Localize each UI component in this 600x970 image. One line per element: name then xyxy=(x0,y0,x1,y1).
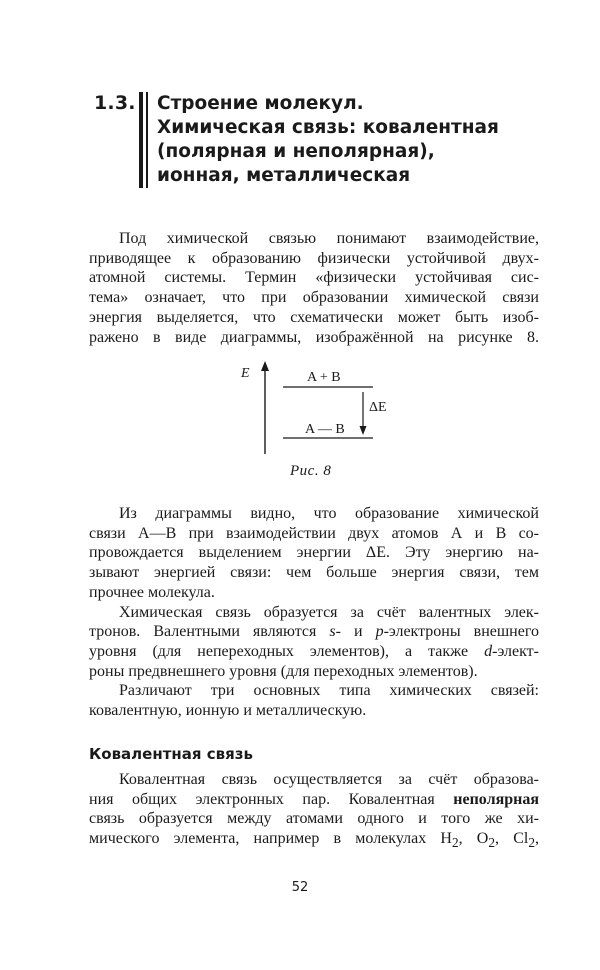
text-span: , xyxy=(535,830,539,848)
text-span: , O xyxy=(458,830,489,848)
text-span: тронов. Валентными являются xyxy=(89,623,330,641)
energy-diagram xyxy=(235,358,395,458)
text-span: -элект- xyxy=(492,642,539,660)
page-number: 52 xyxy=(291,880,309,895)
figure-caption: Рис. 8 xyxy=(290,463,332,479)
chapter-title-line: ионная, металлическая xyxy=(157,165,411,186)
text-line: провождается выделением энергии ΔE. Эту энергию на- xyxy=(89,544,539,562)
text-line xyxy=(89,790,539,810)
text-line: связь образуется между атомами одного и того же хи- xyxy=(89,810,539,828)
covalent-paragraph xyxy=(89,770,539,853)
chapter-title-line: Химическая связь: ковалентная xyxy=(157,117,499,138)
text-line: приводящее к образованию физически устойчивой двух- xyxy=(89,249,539,267)
intro-paragraph xyxy=(89,229,539,347)
text-line: Из диаграммы видно, что образование химической xyxy=(119,505,539,522)
text-line: связи А—В при взаимодействии двух атомов А и В со- xyxy=(89,524,539,542)
chapter-title-line: Строение молекул. xyxy=(157,93,364,114)
delta-arrowhead xyxy=(360,426,367,435)
text-span: уровня (для непереходных элементов), а также xyxy=(89,642,485,660)
chapter-title-line: (полярная и неполярная), xyxy=(157,141,435,162)
text-line: прочнее молекула. xyxy=(89,583,215,601)
text-line: энергия выделяется, что схематически может быть изоб- xyxy=(89,308,539,326)
heading-divider-thick xyxy=(139,92,143,188)
text-line: ражено в виде диаграммы, изображённой на рисунке 8. xyxy=(89,328,539,346)
chapter-number: 1.3. xyxy=(94,92,136,114)
text-line: Ковалентная связь осуществляется за счёт образова- xyxy=(119,771,539,788)
axis-label-e: E xyxy=(241,366,250,381)
subscript: 2 xyxy=(451,835,459,851)
section-heading: Ковалентная связь xyxy=(89,745,253,763)
energy-axis-arrowhead xyxy=(261,361,269,371)
body-text xyxy=(89,504,539,721)
text-line xyxy=(89,829,539,853)
chapter-title xyxy=(157,92,499,188)
text-line: Различают три основных типа химических связей: xyxy=(119,682,539,700)
text-line: зывают энергией связи: чем больше энергия связи, тем xyxy=(89,564,539,582)
bold-term: неполярная xyxy=(453,790,539,808)
text-span: ния общих электронных пар. Ковалентная xyxy=(89,790,454,808)
text-line: тема» означает, что при образовании химической связи xyxy=(89,289,539,307)
text-span: мического элемента, например в молекулах H xyxy=(89,830,452,848)
text-span: - и xyxy=(335,623,376,641)
text-span: , Cl xyxy=(495,830,529,848)
orbital-p: p xyxy=(375,623,384,641)
text-span: -электроны внешнего xyxy=(383,623,540,641)
upper-level-label: A + B xyxy=(307,370,341,385)
orbital-d: d xyxy=(484,642,493,660)
text-line xyxy=(89,622,539,642)
subscript: 2 xyxy=(488,835,496,851)
chapter-heading xyxy=(94,92,564,192)
delta-e-label: ΔE xyxy=(369,400,387,415)
lower-level-label: A — B xyxy=(305,422,345,437)
orbital-s: s xyxy=(329,623,336,641)
text-line xyxy=(89,642,539,662)
subscript: 2 xyxy=(528,835,535,851)
heading-divider-thin xyxy=(146,92,148,188)
text-line: ковалентную, ионную и металлическую. xyxy=(89,702,367,720)
text-line: атомной системы. Термин «физически устойчивая сис- xyxy=(89,269,539,287)
text-line: роны предвнешнего уровня (для переходных элементов). xyxy=(89,662,478,680)
text-line: Под химической связью понимают взаимодействие, xyxy=(119,230,539,247)
text-line: Химическая связь образуется за счёт валентных элек- xyxy=(119,603,539,621)
